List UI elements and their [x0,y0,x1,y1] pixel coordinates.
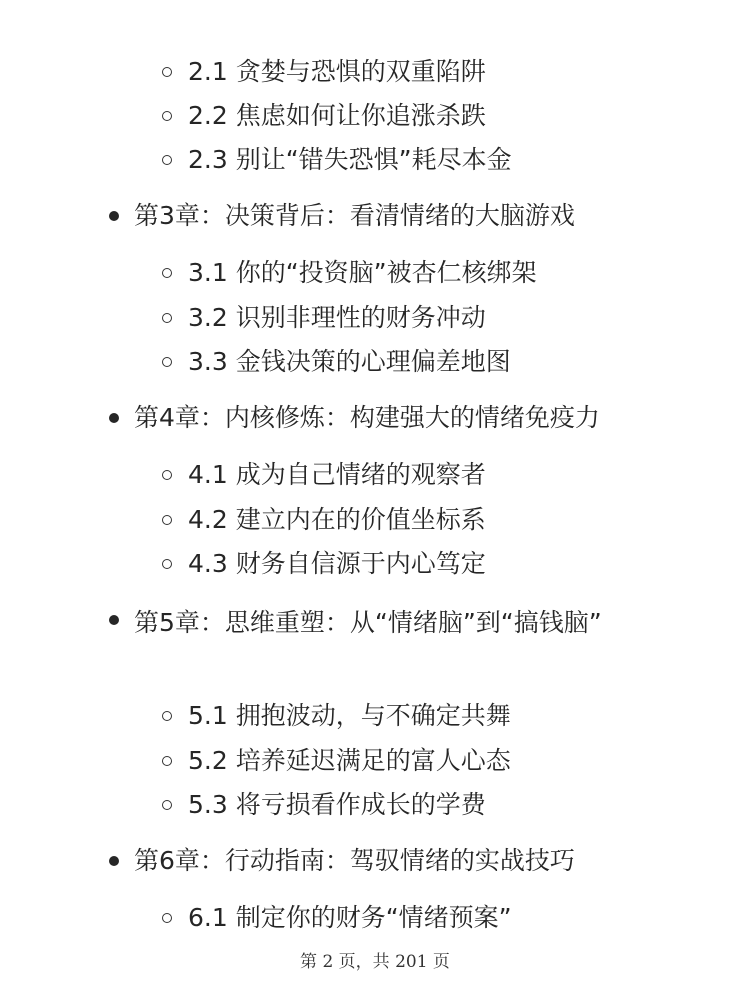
sub-bullet-icon [162,470,172,480]
sub-bullet-icon [162,913,172,923]
section-2-1: 2.1 贪婪与恐惧的双重陷阱 [188,57,486,86]
chapter-3-title: 第3章：决策背后：看清情绪的大脑游戏 [134,201,575,230]
sub-bullet-icon [162,800,172,810]
sub-bullet-icon [162,67,172,77]
sub-bullet-icon [162,313,172,323]
sub-bullet-icon [162,357,172,367]
chapter-bullet-icon [109,211,119,221]
sub-bullet-icon [162,711,172,721]
chapter-4-title: 第4章：内核修炼：构建强大的情绪免疫力 [134,403,600,432]
sub-bullet-icon [162,756,172,766]
chapter-bullet-icon [109,413,119,423]
sub-bullet-icon [162,111,172,121]
section-4-2: 4.2 建立内在的价值坐标系 [188,505,486,534]
section-3-2: 3.2 识别非理性的财务冲动 [188,303,486,332]
section-6-1: 6.1 制定你的财务“情绪预案” [188,903,512,932]
page-number: 第 2 页，共 201 页 [300,952,450,972]
sub-bullet-icon [162,155,172,165]
section-4-1: 4.1 成为自己情绪的观察者 [188,460,486,489]
section-5-1: 5.1 拥抱波动，与不确定共舞 [188,701,511,730]
chapter-bullet-icon [109,615,119,625]
sub-bullet-icon [162,559,172,569]
chapter-bullet-icon [109,856,119,866]
sub-bullet-icon [162,268,172,278]
chapter-5-title: 第5章：思维重塑：从“情绪脑”到“搞钱脑” [134,608,602,637]
section-5-2: 5.2 培养延迟满足的富人心态 [188,746,511,775]
section-2-3: 2.3 别让“错失恐惧”耗尽本金 [188,145,512,174]
section-5-3: 5.3 将亏损看作成长的学费 [188,790,486,819]
section-3-1: 3.1 你的“投资脑”被杏仁核绑架 [188,258,537,287]
section-3-3: 3.3 金钱决策的心理偏差地图 [188,347,511,376]
section-2-2: 2.2 焦虑如何让你追涨杀跌 [188,101,486,130]
sub-bullet-icon [162,515,172,525]
section-4-3: 4.3 财务自信源于内心笃定 [188,549,486,578]
chapter-6-title: 第6章：行动指南：驾驭情绪的实战技巧 [134,846,575,875]
